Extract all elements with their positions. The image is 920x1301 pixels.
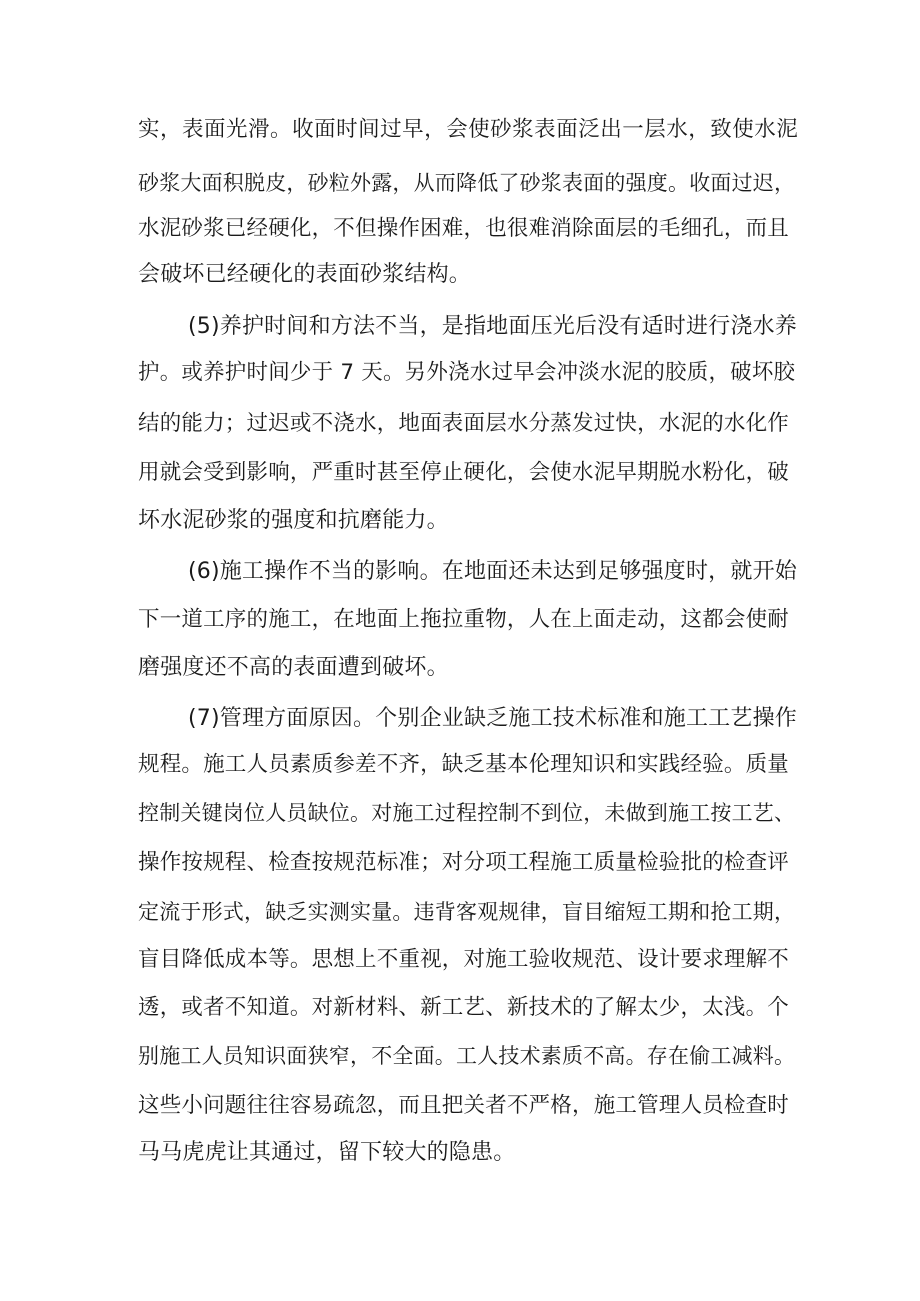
text-line: 这些小问题往往容易疏忽，而且把关者不严格，施工管理人员检查时 — [138, 1093, 790, 1118]
text-line: (7)管理方面原因。个别企业缺乏施工技术标准和施工工艺操作 — [188, 706, 797, 731]
text-line: 下一道工序的施工，在地面上拖拉重物，人在上面走动，这都会使耐 — [138, 607, 790, 632]
text-line: (6)施工操作不当的影响。在地面还未达到足够强度时，就开始 — [188, 559, 797, 584]
text-line: 结的能力；过迟或不浇水，地面表面层水分蒸发过快，水泥的水化作 — [138, 411, 790, 436]
text-line: 盲目降低成本等。思想上不重视，对施工验收规范、设计要求理解不 — [138, 947, 790, 972]
text-line: 马马虎虎让其通过，留下较大的隐患。 — [138, 1140, 516, 1165]
text-line: 水泥砂浆已经硬化，不但操作困难，也很难消除面层的毛细孔，而且 — [138, 216, 790, 241]
text-line: 别施工人员知识面狭窄，不全面。工人技术素质不高。存在偷工减料。 — [138, 1044, 796, 1068]
text-line: 砂浆大面积脱皮，砂粒外露，从而降低了砂浆表面的强度。收面过迟， — [138, 171, 796, 195]
text-line: 透，或者不知道。对新材料、新工艺、新技术的了解太少，太浅。个 — [138, 995, 790, 1020]
text-line: 定流于形式，缺乏实测实量。违背客观规律，盲目缩短工期和抢工期， — [138, 900, 796, 924]
text-line: 磨强度还不高的表面遭到破坏。 — [138, 655, 449, 680]
text-line: (5)养护时间和方法不当，是指地面压光后没有适时进行浇水养 — [188, 314, 797, 339]
text-line: 用就会受到影响，严重时甚至停止硬化，会使水泥早期脱水粉化，破 — [138, 460, 790, 485]
text-line: 规程。施工人员素质参差不齐，缺乏基本伦理知识和实践经验。质量 — [138, 752, 790, 777]
text-line: 控制关键岗位人员缺位。对施工过程控制不到位，未做到施工按工艺、 — [138, 801, 796, 825]
text-line: 会破坏已经硬化的表面砂浆结构。 — [138, 262, 472, 287]
text-line: 坏水泥砂浆的强度和抗磨能力。 — [138, 508, 449, 533]
text-line: 护。或养护时间少于 7 天。另外浇水过早会冲淡水泥的胶质，破坏胶 — [138, 360, 796, 385]
text-line: 操作按规程、检查按规范标准；对分项工程施工质量检验批的检查评 — [138, 850, 790, 875]
text-line: 实，表面光滑。收面时间过早，会使砂浆表面泛出一层水，致使水泥 — [138, 117, 798, 142]
